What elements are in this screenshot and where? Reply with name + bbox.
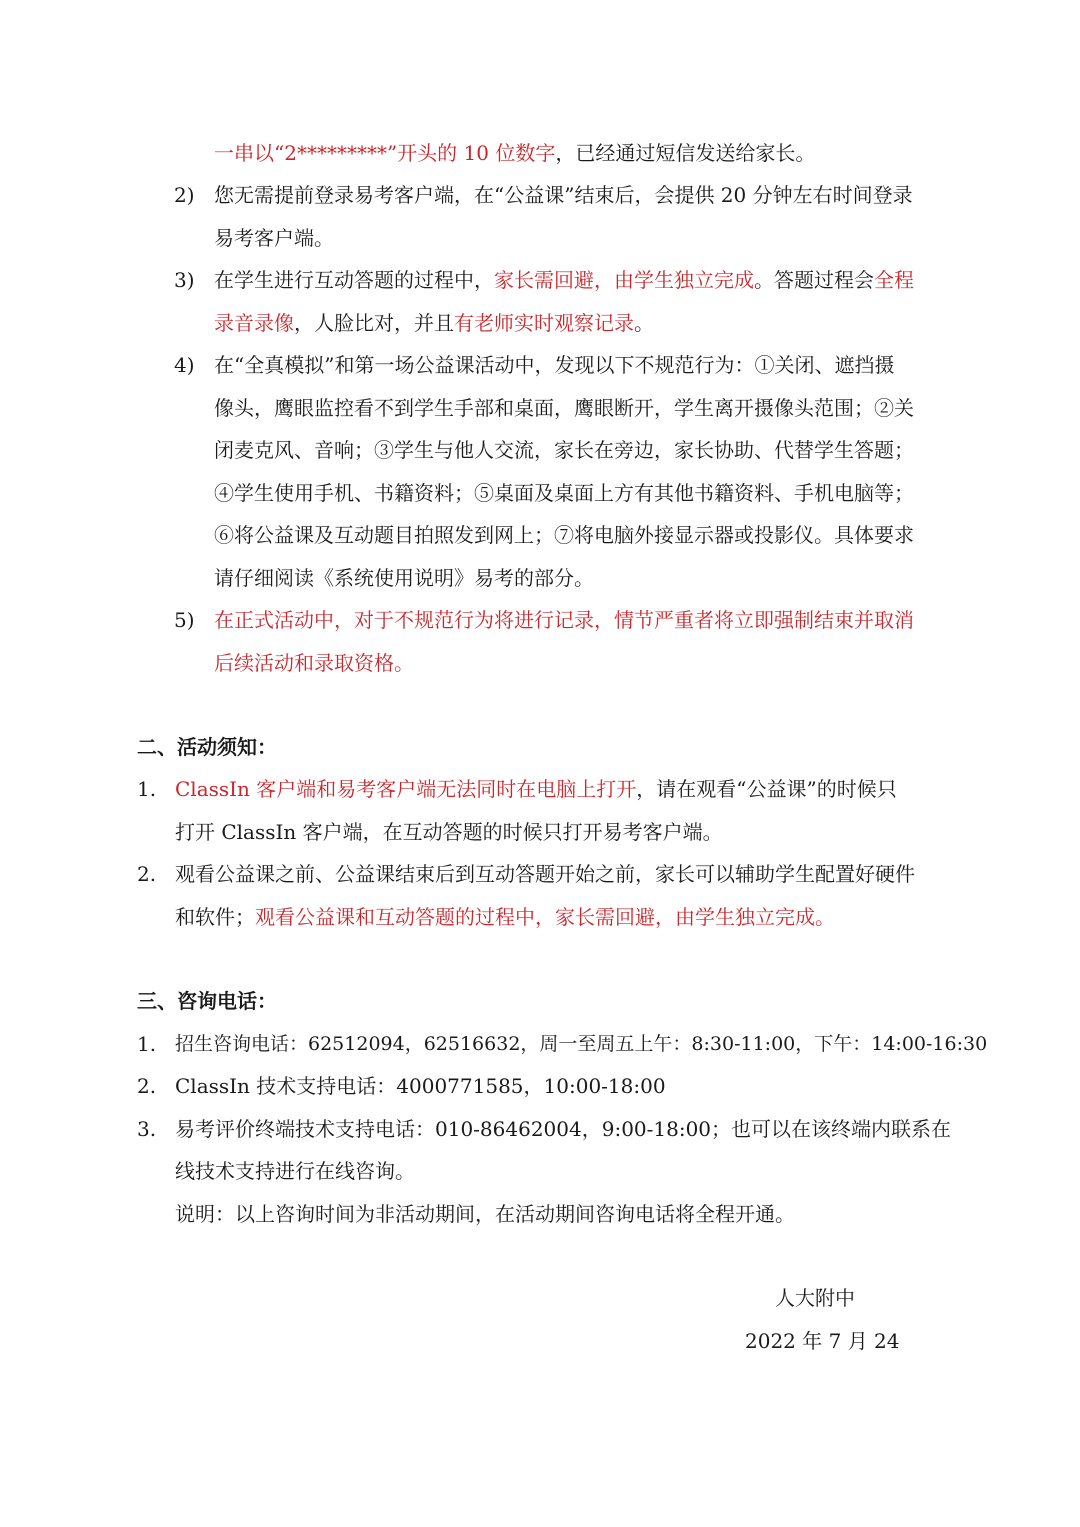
s3-item-3-number: 3. [137, 1117, 157, 1141]
s2-item-2-red: 观看公益课和互动答题的过程中，家长需回避，由学生独立完成。 [255, 905, 835, 929]
note-4-line-6: 请仔细阅读《系统使用说明》易考的部分。 [214, 566, 594, 590]
note-5-line-1: 在正式活动中，对于不规范行为将进行记录，情节严重者将立即强制结束并取消 [214, 608, 914, 632]
s2-item-2-text: 和软件； [175, 905, 255, 929]
note-3-red-b: 家长需回避，由学生独立完成 [494, 268, 754, 292]
note-4-line-2: 像头，鹰眼监控看不到学生手部和桌面，鹰眼断开，学生离开摄像头范围；②关 [214, 396, 914, 420]
section-2-title: 二、活动须知： [137, 735, 277, 759]
note-3-text-a: 在学生进行互动答题的过程中， [214, 268, 494, 292]
note-2-line-1: 您无需提前登录易考客户端，在“公益课”结束后，会提供 20 分钟左右时间登录 [214, 183, 913, 207]
section-3-title: 三、咨询电话： [137, 989, 277, 1013]
s2-item-2-line-1: 观看公益课之前、公益课结束后到互动答题开始之前，家长可以辅助学生配置好硬件 [175, 862, 915, 886]
intro-red-text: 一串以“2*********”开头的 10 位数字 [214, 141, 556, 165]
s2-item-1-rest: ，请在观看“公益课”的时候只 [636, 777, 897, 801]
s2-item-1-line-2: 打开 ClassIn 客户端，在互动答题的时候只打开易考客户端。 [175, 820, 723, 844]
note-5-line-2: 后续活动和录取资格。 [214, 651, 414, 675]
note-3-line-2 [214, 309, 654, 337]
signature-date: 2022 年 7 月 24 [745, 1329, 900, 1353]
note-4-line-3: 闭麦克风、音响；③学生与他人交流，家长在旁边，家长协助、代替学生答题； [214, 438, 914, 462]
s2-item-1-red: ClassIn 客户端和易考客户端无法同时在电脑上打开 [175, 777, 637, 801]
note-2-number: 2) [174, 183, 195, 207]
s3-item-1-text: 招生咨询电话：62512094，62516632，周一至周五上午：8:30-11:00，下午：14:00-16:30 [175, 1033, 988, 1055]
note-4-line-4: ④学生使用手机、书籍资料；⑤桌面及桌面上方有其他书籍资料、手机电脑等； [214, 481, 914, 505]
s2-item-1-number: 1. [137, 777, 157, 801]
note-4-line-1: 在“全真模拟”和第一场公益课活动中，发现以下不规范行为：①关闭、遮挡摄 [214, 353, 895, 377]
consult-note: 说明：以上咨询时间为非活动期间，在活动期间咨询电话将全程开通。 [175, 1202, 795, 1226]
note-4-number: 4) [174, 353, 195, 377]
s3-item-1-number: 1. [137, 1032, 157, 1056]
s3-item-3-line-1: 易考评价终端技术支持电话：010-86462004，9:00-18:00；也可以在该终端内联系在 [175, 1117, 952, 1141]
note-5-number: 5) [174, 608, 195, 632]
note-3-line-1 [214, 266, 914, 294]
s3-item-2-number: 2. [137, 1074, 157, 1098]
note-3-red-g: 有老师实时观察记录 [454, 311, 634, 335]
note-2-line-2: 易考客户端。 [214, 226, 334, 250]
note-3-text-f: ，人脸比对，并且 [294, 311, 454, 335]
note-3-red-e: 录音录像 [214, 311, 294, 335]
intro-rest-text: ，已经通过短信发送给家长。 [555, 141, 816, 165]
note-3-text-h: 。 [634, 311, 654, 335]
s3-item-3-line-2: 线技术支持进行在线咨询。 [175, 1159, 415, 1183]
s3-item-2-text: ClassIn 技术支持电话：4000771585，10:00-18:00 [175, 1074, 666, 1098]
note-3-number: 3) [174, 268, 195, 292]
signature-org: 人大附中 [775, 1286, 855, 1310]
note-4-line-5: ⑥将公益课及互动题目拍照发到网上；⑦将电脑外接显示器或投影仪。具体要求 [214, 523, 914, 547]
s2-item-1-line-1 [175, 775, 897, 803]
s2-item-2-line-2 [175, 903, 835, 931]
note-3-red-d: 全程 [874, 268, 914, 292]
note-3-text-c: 。答题过程会 [754, 268, 874, 292]
intro-continued-line [214, 139, 815, 167]
s2-item-2-number: 2. [137, 862, 157, 886]
